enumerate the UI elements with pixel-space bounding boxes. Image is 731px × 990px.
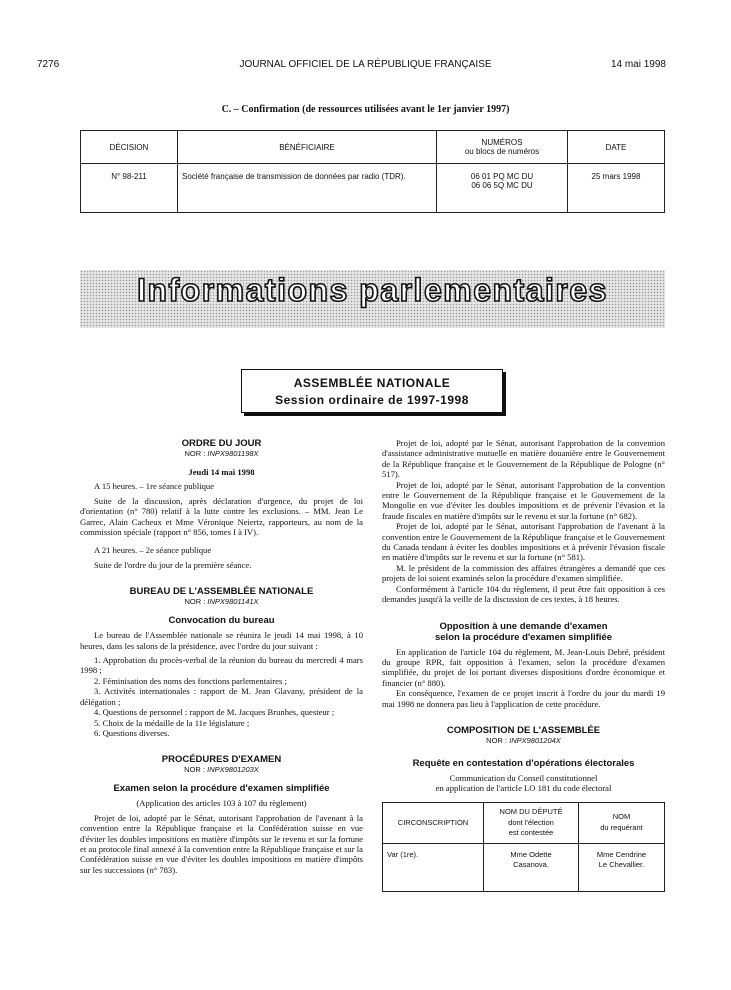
paragraph: M. le président de la commission des affaires étrangères a demandé que ces projets de loi soient examinés selon la procédure d'examen simplifiée. bbox=[382, 562, 665, 584]
col-numeros-label: NUMÉROS bbox=[481, 138, 523, 147]
col-date: DATE bbox=[568, 131, 665, 164]
nor-code: INPX9801204X bbox=[509, 735, 561, 745]
cell-depute bbox=[484, 843, 579, 891]
depute-line-1: Mme Odette bbox=[510, 849, 552, 859]
paragraph: En conséquence, l'examen de ce projet inscrit à l'ordre du jour du mardi 19 mai 1998 ne donnera pas lieu à l'application de cette procédure. bbox=[382, 688, 665, 709]
communication-line-2: en application de l'article LO 181 du code électoral bbox=[435, 783, 612, 794]
paragraph: Suite de l'ordre du jour de la première séance. bbox=[94, 559, 252, 570]
session-title: Session ordinaire de 1997-1998 bbox=[275, 393, 469, 407]
requete-heading: Requête en contestation d'opérations électorales bbox=[412, 757, 635, 769]
cell-date: 25 mars 1998 bbox=[568, 164, 665, 213]
list-item: 6. Questions diverses. bbox=[94, 727, 170, 738]
cell-numeros bbox=[437, 164, 568, 213]
nor-label: NOR : bbox=[486, 735, 508, 745]
confirmation-table bbox=[80, 130, 665, 213]
paragraph: En application de l'article 104 du règlement, M. Jean-Louis Debré, président du groupe RPR, fait opposition à l'examen, selon la procédure d'examen simplifiée, du projet de loi portant diverses dispositions d'ordre économique et financier (n° 880). bbox=[382, 646, 665, 688]
jeudi-heading: Jeudi 14 mai 1998 bbox=[188, 467, 255, 477]
nor-label: NOR : bbox=[184, 765, 206, 775]
depute-line-2: Casanova. bbox=[513, 860, 549, 870]
list-item: 4. Questions de personnel : rapport de M. Jacques Brunhes, questeur ; bbox=[94, 707, 335, 718]
paragraph: Projet de loi, adopté par le Sénat, autorisant l'approbation de l'avenant à la convention entre le Gouvernement de la République française et le Gouvernement du Canada tendant à éviter les doubles impositions et à prévenir l'évasion fiscale en matière d'impôts sur le revenu et sur la fortune (n° 581). bbox=[382, 521, 665, 563]
requerant-line-2: Le Chevallier. bbox=[598, 860, 645, 870]
opposition-heading-1: Opposition à une demande d'examen bbox=[439, 620, 608, 632]
table-row bbox=[81, 164, 665, 213]
col-depute-sub-2: est contestée bbox=[508, 827, 554, 837]
composition-nor bbox=[382, 736, 665, 746]
right-column bbox=[382, 438, 665, 892]
nor-label: NOR : bbox=[184, 597, 206, 607]
nor-code: INPX9801141X bbox=[207, 597, 259, 607]
composition-heading: COMPOSITION DE L'ASSEMBLÉE bbox=[446, 724, 601, 736]
page-number: 7276 bbox=[37, 59, 60, 70]
col-decision: DÉCISION bbox=[81, 131, 178, 164]
list-item: 1. Approbation du procès-verbal de la réunion du bureau du mercredi 4 mars 1998 ; bbox=[80, 655, 363, 676]
ordre-nor bbox=[80, 449, 363, 459]
col-numeros-sub: ou blocs de numéros bbox=[464, 147, 540, 156]
cell-requerant bbox=[579, 843, 665, 891]
col-depute bbox=[484, 802, 579, 843]
col-beneficiaire: BÉNÉFICIAIRE bbox=[178, 131, 437, 164]
paragraph: Suite de la discussion, après déclaration d'urgence, du projet de loi d'orientation (n° 780) relatif à la lutte contre les exclusions. – MM. Jean Le Garrec, Alain Cacheux et Mme Véronique Neiertz, rapporteurs, au nom de la commission spéciale (rapport n° 856, tomes I à IV). bbox=[80, 495, 363, 538]
col-requerant bbox=[579, 802, 665, 843]
paragraph: Projet de loi, adopté par le Sénat, autorisant l'approbation de la convention d'assistance administrative mutuelle en matière douanière entre le Gouvernement de la République française et le Gouvernement de la République de Pologne (n° 517). bbox=[382, 438, 665, 480]
paragraph: Projet de loi, adopté par le Sénat, autorisant l'approbation de l'avenant à la convention entre la République française et la Confédération suisse en vue d'éviter les doubles impositions en matière d'impôts sur le revenu et sur la fortune et au protocole final annexé à la convention entre la République française et sur la Confédération suisse en vue d'éviter les doubles impositions en matière d'impôts sur les successions (n° 783). bbox=[80, 812, 363, 875]
paragraph: Conformément à l'article 104 du règlement, il peut être fait opposition à ces demandes jusqu'à la veille de la discussion de ces textes, à 18 heures. bbox=[382, 583, 665, 605]
procedures-nor bbox=[80, 765, 363, 775]
left-column bbox=[80, 438, 363, 875]
journal-title: JOURNAL OFFICIEL DE LA RÉPUBLIQUE FRANÇAISE bbox=[239, 59, 492, 70]
seance-2: A 21 heures. – 2e séance publique bbox=[94, 545, 212, 556]
nor-label: NOR : bbox=[184, 449, 206, 458]
col-depute-label: NOM DU DÉPUTÉ bbox=[499, 807, 563, 817]
convocation-heading: Convocation du bureau bbox=[168, 615, 275, 627]
communication-line-1: Communication du Conseil constitutionnel bbox=[449, 772, 598, 783]
numeros-line-1: 06 01 PQ MC DU bbox=[470, 172, 534, 181]
banner-title: Informations parlementaires bbox=[137, 272, 608, 308]
bureau-nor bbox=[80, 597, 363, 607]
table-row bbox=[383, 843, 665, 891]
assemblee-title: ASSEMBLÉE NATIONALE bbox=[293, 376, 451, 390]
opposition-heading-2: selon la procédure d'examen simplifiée bbox=[434, 631, 613, 643]
requerant-line-1: Mme Cendrine bbox=[596, 849, 647, 859]
paragraph: Projet de loi, adopté par le Sénat, autorisant l'approbation de la convention entre le Gouvernement de la République française et le Gouvernement de la Mongolie en vue d'éviter les doubles impositions et de prévenir l'évasion et la fraude fiscales en matière d'impôts sur le revenu et sur la fortune (n° 682). bbox=[382, 479, 665, 521]
seance-1: A 15 heures. – 1re séance publique bbox=[94, 481, 215, 492]
numeros-line-2: 06 06 5Q MC DU bbox=[471, 181, 533, 190]
col-requerant-sub: du requérant bbox=[600, 822, 643, 832]
examen-heading: Examen selon la procédure d'examen simplifiée bbox=[113, 783, 330, 795]
contestation-table bbox=[382, 802, 665, 892]
col-requerant-label: NOM bbox=[612, 812, 631, 822]
procedures-heading: PROCÉDURES D'EXAMEN bbox=[161, 754, 282, 766]
ordre-du-jour-heading: ORDRE DU JOUR bbox=[181, 438, 262, 449]
cell-circonscription: Var (1re). bbox=[383, 843, 484, 891]
list-item: 3. Activités internationales : rapport de M. Jean Glavany, président de la délégation ; bbox=[80, 686, 363, 707]
list-item: 5. Choix de la médaille de la 11e législature ; bbox=[94, 717, 250, 728]
col-circonscription: CIRCONSCRIPTION bbox=[383, 802, 484, 843]
list-item: 2. Féminisation des noms des fonctions parlementaires ; bbox=[94, 675, 287, 686]
nor-code: INPX9801203X bbox=[207, 765, 259, 775]
issue-date: 14 mai 1998 bbox=[610, 59, 666, 70]
col-numeros bbox=[437, 131, 568, 164]
cell-beneficiaire: Société française de transmission de données par radio (TDR). bbox=[178, 164, 437, 213]
col-depute-sub-1: dont l'élection bbox=[508, 817, 554, 827]
section-c-title: C. – Confirmation (de ressources utilisées avant le 1er janvier 1997) bbox=[221, 104, 510, 115]
nor-code: INPX9801198X bbox=[207, 449, 259, 458]
paragraph: Le bureau de l'Assemblée nationale se réunira le jeudi 14 mai 1998, à 10 heures, dans les salons de la présidence, avec l'ordre du jour suivant : bbox=[80, 630, 363, 651]
cell-decision: N° 98-211 bbox=[81, 164, 178, 213]
bureau-heading: BUREAU DE L'ASSEMBLÉE NATIONALE bbox=[129, 586, 314, 598]
examen-subheading: (Application des articles 103 à 107 du règlement) bbox=[136, 798, 307, 809]
